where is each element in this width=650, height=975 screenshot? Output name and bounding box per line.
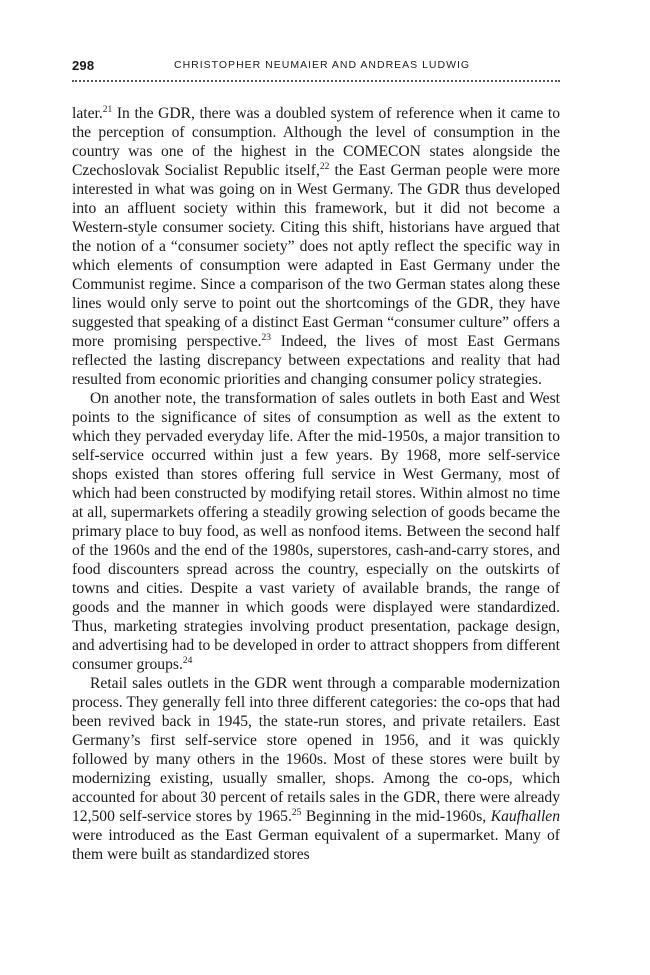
text-run: Retail sales outlets in the GDR went through a comparable modernization process. They generally fell into three different categories: the co-ops that had been revived back in 1945, the state-run stores, and private retailers. East Germany’s first self-service store opened in 1956, and it was quickly followed by many others in the 1960s. Most of these stores were built by modernizing existing, usually smaller, shops. Among the co-ops, which accounted for about 30 percent of retails sales in the GDR, there were already 12,500 self-service stores by 1965. [72, 675, 560, 825]
body-text [72, 104, 560, 864]
text-run: were introduced as the East German equivalent of a supermarket. Many of them were built as standardized stores [72, 827, 560, 863]
text-run: later. [72, 105, 103, 122]
footnote-marker: 24 [182, 655, 193, 666]
footnote-marker: 21 [102, 104, 113, 115]
footnote-marker: 22 [319, 161, 330, 172]
page-header [72, 58, 560, 82]
paragraph-3 [72, 674, 560, 864]
text-run: the East German people were more interested in what was going on in West Germany. The GDR thus developed into an affluent society within this framework, but it did not become a Western-style consumer society. Citing this shift, historians have argued that the notion of a “consumer society” does not aptly reflect the specific way in which elements of consumption were adapted in East Germany under the Communist regime. Since a comparison of the two German states along these lines would only serve to point out the shortcomings of the GDR, they have suggested that speaking of a distinct East German “consumer culture” offers a more promising perspective. [72, 162, 560, 350]
running-head: CHRISTOPHER NEUMAIER AND ANDREAS LUDWIG [174, 59, 471, 71]
footnote-marker: 23 [261, 332, 272, 343]
text-run: Beginning in the mid-1960s, [301, 808, 491, 825]
paragraph-1 [72, 104, 560, 389]
italic-term: Kaufhallen [490, 808, 560, 825]
text-run: In the GDR, there was a doubled system of reference when it came to the perception of consumption. Although the level of consumption in the country was one of the highest in the COMECON states alongside the Czechoslovak Socialist Republic itself, [72, 105, 560, 179]
text-run: Indeed, the lives of most East Germans reflected the lasting discrepancy between expectations and reality that had resulted from economic priorities and changing consumer policy strategies. [72, 333, 560, 388]
page-number: 298 [72, 58, 95, 73]
paragraph-2 [72, 389, 560, 674]
footnote-marker: 25 [291, 807, 302, 818]
text-run: On another note, the transformation of sales outlets in both East and West points to the significance of sites of consumption as well as the extent to which they pervaded everyday life. After the mid-1950s, a major transition to self-service occurred within just a few years. By 1968, more self-service shops existed than stores offering full service in West Germany, most of which had been constructed by modifying retail stores. Within almost no time at all, supermarkets offering a steadily growing selection of goods became the primary place to buy food, as well as nonfood items. Between the second half of the 1960s and the end of the 1980s, superstores, cash-and-carry stores, and food discounters spread across the country, especially on the outskirts of towns and cities. Despite a vast variety of available brands, the range of goods and the manner in which goods were displayed were standardized. Thus, marketing strategies involving product presentation, package design, and advertising had to be developed in order to attract shoppers from different consumer groups. [72, 390, 560, 673]
